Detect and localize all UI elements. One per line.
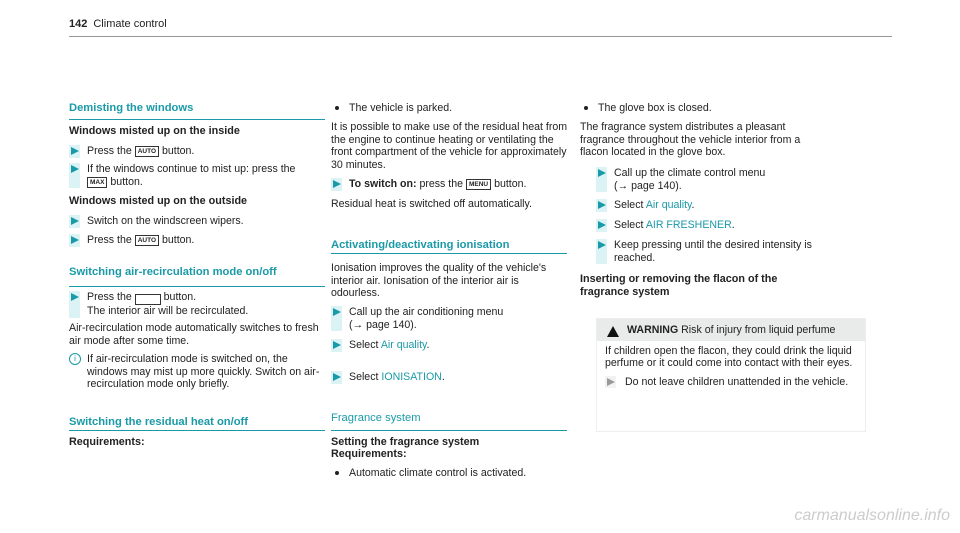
step-text: button. [110,175,143,188]
step-label: To switch on: [349,178,417,190]
warning-step [605,376,857,389]
paragraph: Residual heat is switched off automatically. [331,198,532,210]
heading-recirculation: Switching air-recirculation mode on/off [69,266,277,278]
heading-fragrance: Fragrance system [331,412,421,424]
step [69,163,327,188]
heading-underline [69,119,325,120]
list-item: The vehicle is parked. [331,102,579,115]
step-arrow-icon [596,239,607,264]
menu-item-air-quality: Air quality [645,199,692,211]
auto-key-icon: AUTO [135,146,159,157]
step-text: Press the [87,291,132,303]
warning-label: WARNING [627,324,679,336]
watermark: carmanualsonline.info [794,507,950,524]
step-text: Call up the air conditioning menu [349,306,504,318]
page-reference[interactable]: (→ page 140). [349,318,417,331]
step: Select Air quality. [596,199,695,212]
heading-underline [331,253,567,254]
menu-item-air-freshener: AIR FRESHENER [645,219,732,231]
step-text: Select [614,199,644,211]
subheading-flacon: Inserting or removing the flacon of the fragrance system [580,273,778,298]
subheading-inside: Windows misted up on the inside [69,125,240,137]
header-divider [69,36,892,37]
paragraph: It is possible to make use of the residual heat from the engine to continue heating or ventilating the front compartment of the vehicle for approximately 30 minutes. [331,121,568,171]
step: Select Air quality. [331,339,430,352]
step [69,234,327,247]
requirements-label: Requirements: [331,448,407,460]
warning-body [597,341,865,393]
subheading-outside: Windows misted up on the outside [69,195,248,207]
step-arrow-icon [331,306,342,331]
step-arrow-icon [69,145,80,158]
heading-demisting: Demisting the windows [69,102,194,114]
step-text: Call up the climate control menu [614,167,766,179]
step-text: If the windows continue to mist up: press the [87,163,296,175]
subheading-setting-fragrance: Setting the fragrance system [331,436,480,448]
step-text: button. [161,145,195,157]
step [69,215,327,228]
step: Select AIR FRESHENER. [596,219,735,232]
step-text: button. [163,291,197,303]
heading-underline [69,286,325,287]
step-text: Press the [87,145,132,157]
step [69,145,327,158]
step-text: Select [349,371,379,383]
step-text: Select [349,339,379,351]
step [596,167,844,192]
step-text: press the [419,178,464,190]
info-icon: i [69,353,81,365]
step-arrow-icon [596,167,607,192]
step [596,239,844,264]
step-arrow-icon [596,219,607,232]
recirculation-key-icon [135,294,161,305]
step-text: Select [614,219,644,231]
step [69,291,327,318]
requirements-label: Requirements: [69,436,145,448]
step [331,306,569,331]
heading-residual-heat: Switching the residual heat on/off [69,416,249,428]
heading-underline [331,430,567,431]
menu-key-icon: MENU [466,179,491,190]
step-text: Keep pressing until the desired intensity is reached. [614,239,812,264]
step-arrow-icon [331,371,342,384]
page-header [69,18,167,30]
info-text: If air-recirculation mode is switched on, the windows may mist up more quickly. Switch on air-recirculation mode only briefly. [87,353,320,391]
step: Select IONISATION. [331,371,445,384]
warning-triangle-icon [607,326,619,337]
step-arrow-icon [605,376,616,389]
step-text: Switch on the windscreen wipers. [87,215,244,227]
page-number: 142 [69,18,88,30]
heading-underline [69,430,325,431]
step-arrow-icon [69,291,80,318]
warning-box [596,318,866,432]
section-title: Climate control [93,18,167,30]
step-arrow-icon [331,339,342,352]
step-text: button. [494,178,527,190]
step-arrow-icon [69,215,80,228]
info-note [69,353,323,391]
step-arrow-icon [69,234,80,247]
heading-ionisation: Activating/deactivating ionisation [331,239,510,251]
paragraph: Air-recirculation mode automatically switches to fresh air mode after some time. [69,322,319,347]
step-text: Do not leave children unattended in the vehicle. [625,375,849,388]
page-reference[interactable]: (→ page 140). [614,179,682,192]
step-result: The interior air will be recirculated. [87,305,249,317]
step-text: Press the [87,234,132,246]
step-arrow-icon [69,163,80,188]
menu-item-air-quality: Air quality [380,339,427,351]
paragraph: Ionisation improves the quality of the vehicle's interior air. Ionisation of the interior air is odourless. [331,262,547,300]
list-item: The glove box is closed. [580,102,848,115]
warning-header [597,319,865,341]
max-defrost-key-icon: MAX [87,177,107,188]
warning-title: Risk of injury from liquid perfume [681,324,836,336]
warning-text: If children open the flacon, they could drink the liquid perfume or it could come into contact with their eyes. [605,344,853,370]
step-text: button. [161,234,195,246]
step-arrow-icon [331,178,342,191]
auto-key-icon: AUTO [135,235,159,246]
menu-item-ionisation: IONISATION [381,371,442,383]
step [331,178,579,191]
list-item: Automatic climate control is activated. [331,467,579,480]
step-arrow-icon [596,199,607,212]
paragraph: The fragrance system distributes a pleasant fragrance throughout the vehicle interior from a flacon located in the glove box. [580,121,801,159]
